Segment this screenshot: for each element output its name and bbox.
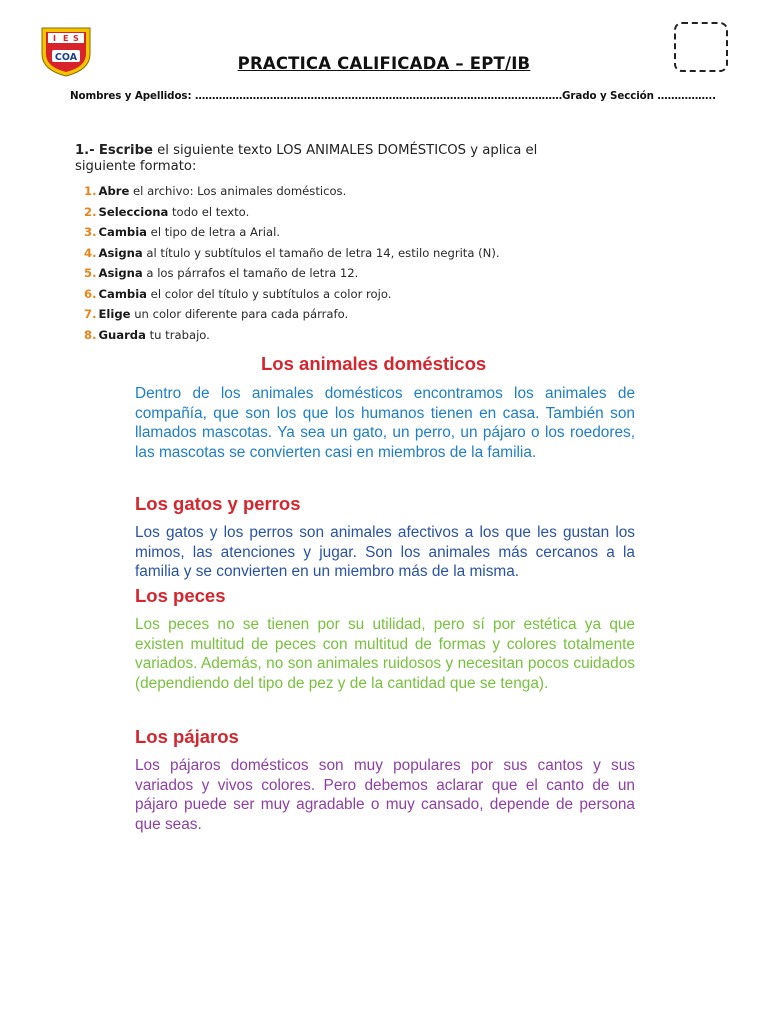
- step-verb: Elige: [98, 307, 131, 321]
- step-verb: Cambia: [98, 225, 147, 239]
- list-item: [84, 263, 564, 284]
- sample-title: Los animales domésticos: [261, 353, 487, 374]
- step-text: el color del título y subtítulos a color rojo.: [147, 286, 392, 301]
- step-number: 6.: [84, 286, 97, 301]
- section-body-birds: Los pájaros domésticos son muy populares por sus cantos y sus variados y vivos colores. Pero debemos aclarar que el canto de un pájaro puede ser muy agradable o muy cansado, depende de persona que seas.: [135, 757, 635, 833]
- step-text: tu trabajo.: [145, 327, 210, 342]
- step-text: el tipo de letra a Arial.: [147, 225, 280, 239]
- exercise-instruction: el siguiente texto LOS ANIMALES DOMÉSTICOS y aplica el siguiente formato:: [75, 143, 538, 174]
- step-verb: Cambia: [98, 286, 147, 301]
- page-title: PRACTICA CALIFICADA – EPT/IB: [237, 54, 531, 73]
- list-item: [84, 202, 564, 223]
- exercise-lead: Escribe: [98, 143, 153, 158]
- svg-text:S: S: [73, 34, 79, 43]
- step-text: al título y subtítulos el tamaño de letra 14, estilo negrita (N).: [142, 245, 500, 260]
- names-field: [70, 90, 730, 102]
- step-number: 3.: [84, 225, 97, 239]
- steps-list: [84, 181, 564, 345]
- svg-text:E: E: [63, 34, 69, 43]
- step-text: todo el texto.: [168, 204, 250, 219]
- step-verb: Selecciona: [98, 204, 169, 219]
- list-item: [84, 304, 564, 325]
- exercise-question: [75, 143, 555, 175]
- step-number: 8.: [84, 327, 97, 342]
- step-verb: Abre: [98, 184, 130, 198]
- list-item: [84, 325, 564, 346]
- step-text: el archivo: Los animales domésticos.: [129, 184, 347, 198]
- step-number: 5.: [84, 266, 97, 280]
- section-body-cats-dogs: Los gatos y los perros son animales afectivos a los que les gustan los mimos, las atenciones y jugar. Son los animales más cercanos a la familia y se convierten en un miembro más de la misma.: [135, 524, 635, 581]
- step-number: 4.: [84, 245, 97, 260]
- list-item: [84, 222, 564, 243]
- step-text: un color diferente para cada párrafo.: [130, 307, 349, 321]
- step-verb: Asigna: [98, 245, 143, 260]
- step-number: 7.: [84, 307, 97, 321]
- step-text: a los párrafos el tamaño de letra 12.: [142, 266, 359, 280]
- list-item: [84, 284, 564, 305]
- intro-paragraph: Dentro de los animales domésticos encontramos los animales de compañía, que son los que los humanos tienen en casa. También son llamados mascotas. Ya sea un gato, un perro, un pájaro o los roedores, las mascotas se convierten casi en miembros de la familia.: [135, 385, 635, 461]
- logo-text: COA: [54, 52, 78, 63]
- list-item: [84, 181, 564, 202]
- step-verb: Asigna: [98, 266, 143, 280]
- step-verb: Guarda: [98, 327, 146, 342]
- exercise-number: 1.-: [75, 143, 95, 158]
- step-number: 1.: [84, 184, 97, 198]
- step-number: 2.: [84, 204, 97, 219]
- svg-text:I: I: [53, 34, 56, 43]
- list-item: [84, 243, 564, 264]
- section-heading-birds: Los pájaros: [135, 726, 239, 747]
- section-heading-cats-dogs: Los gatos y perros: [135, 493, 301, 514]
- names-label: Nombres y Apellidos: ………………………………………………………………………………………………Grado y Sección ……………..: [70, 90, 716, 102]
- section-body-fish: Los peces no se tienen por su utilidad, pero sí por estética ya que existen multitud de peces con multitud de formas y colores totalmente variados. Además, no son animales ruidosos y necesitan pocos cuidados (dependiendo del tipo de pez y de la cantidad que se tenga).: [135, 616, 635, 692]
- section-heading-fish: Los peces: [135, 585, 226, 606]
